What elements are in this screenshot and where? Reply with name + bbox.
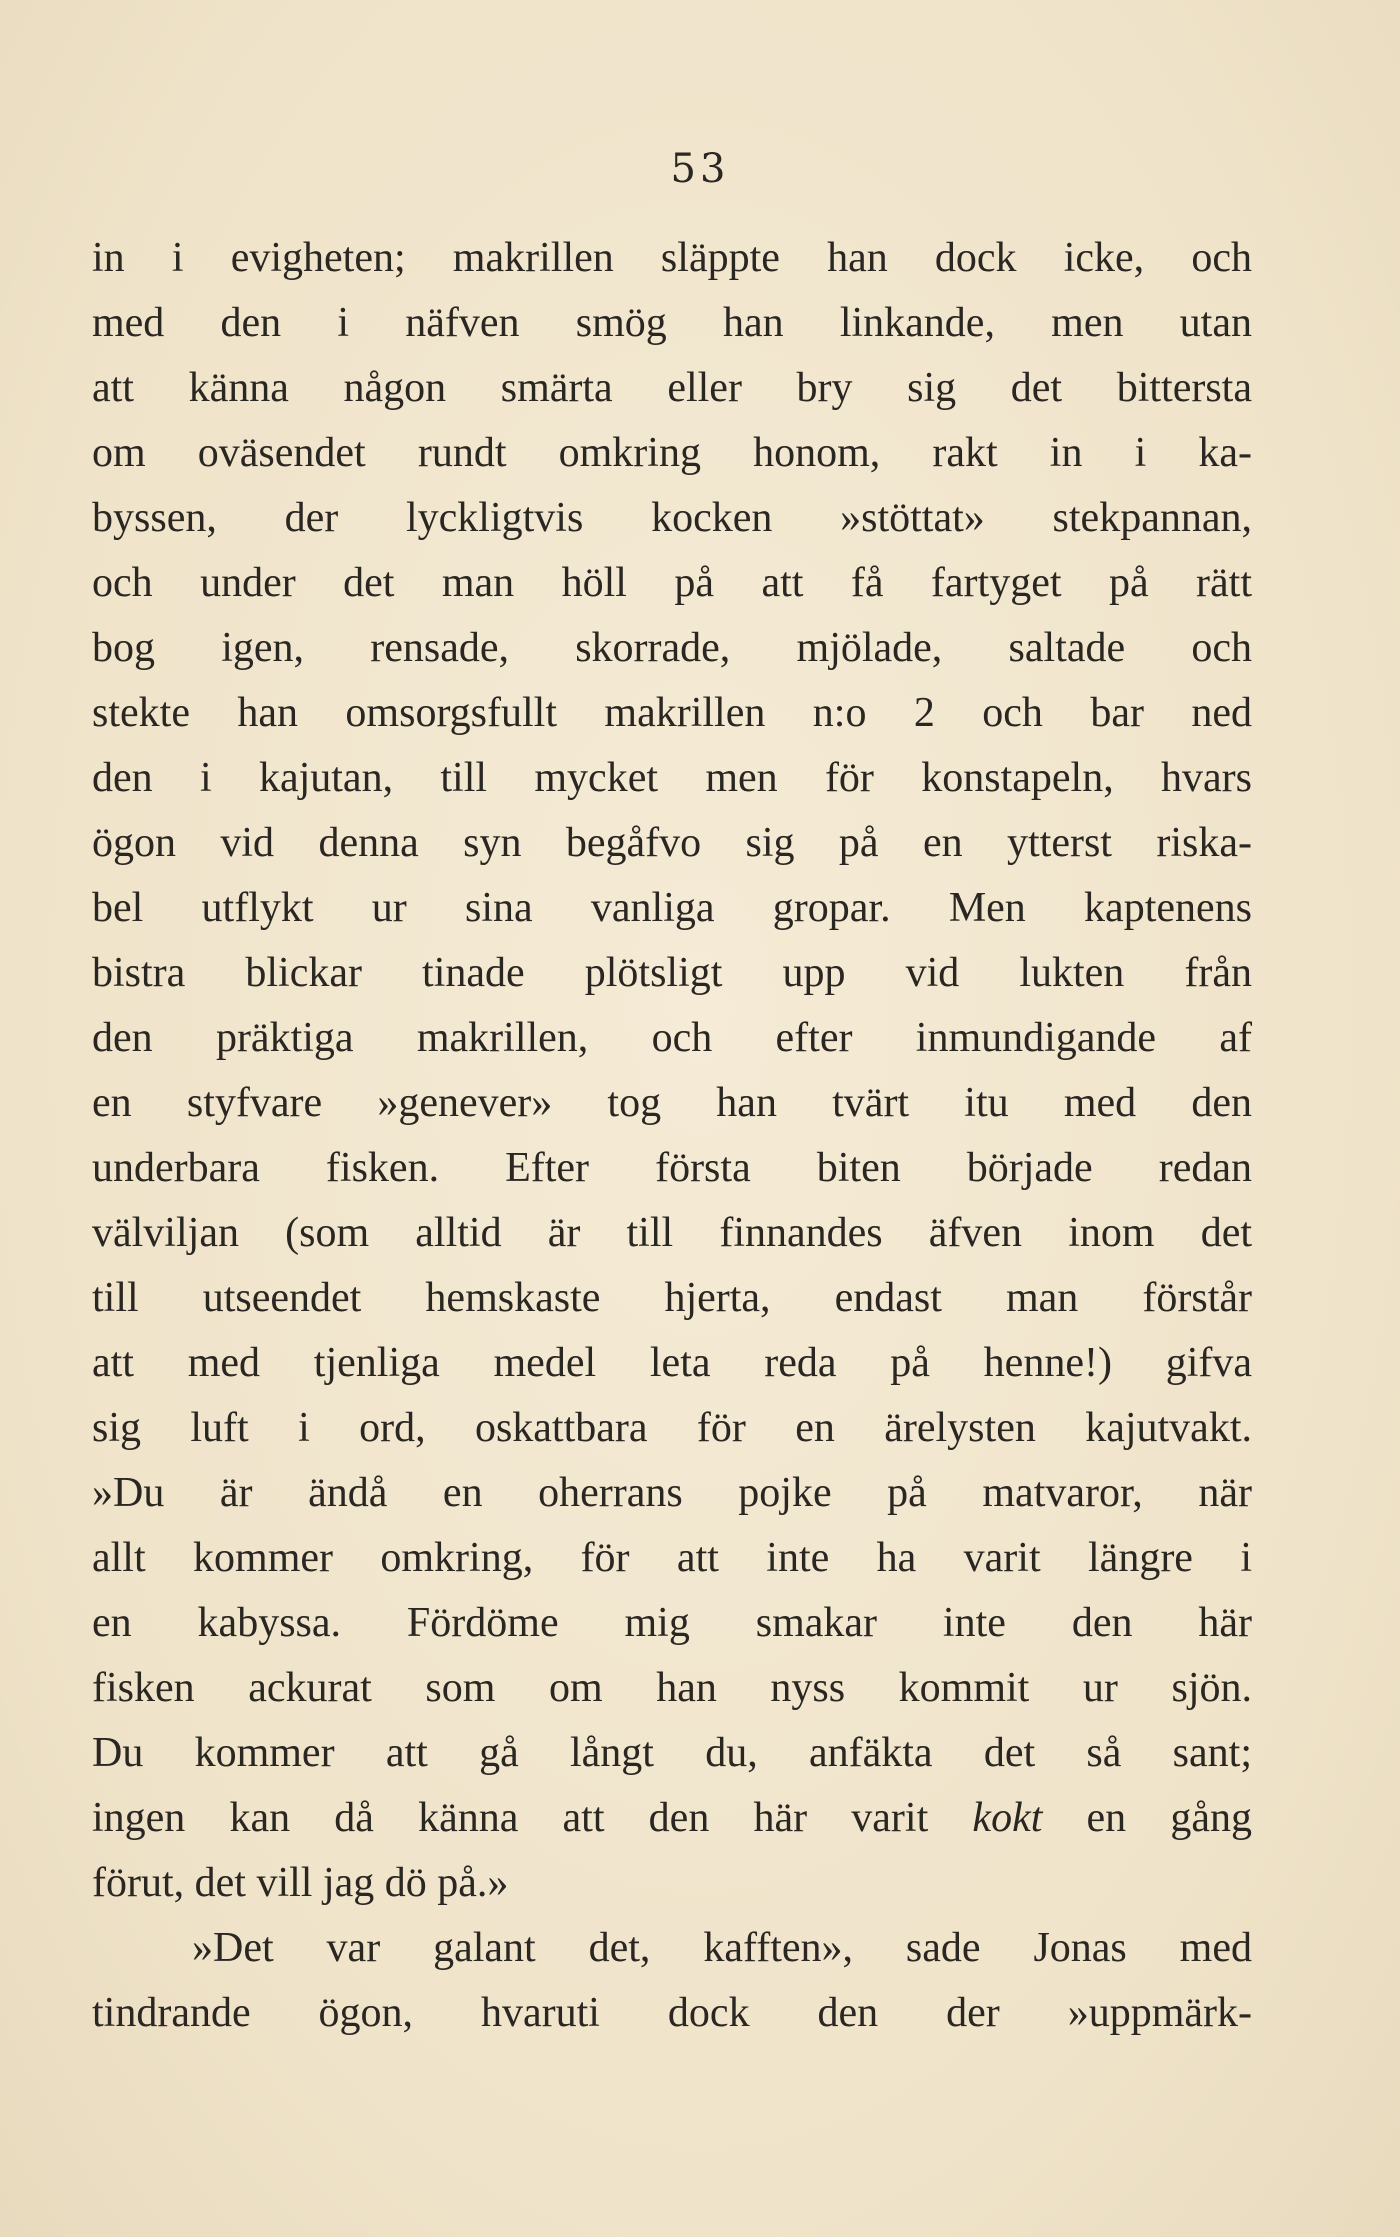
text-line: byssen, der lyckligtvis kocken »stöttat» stekpannan,: [92, 495, 1252, 541]
text-line: tindrande ögon, hvaruti dock den der »uppmärk-: [92, 1990, 1252, 2036]
text-line: en styfvare »genever» tog han tvärt itu med den: [92, 1080, 1252, 1126]
text-line: bel utflykt ur sina vanliga gropar. Men kaptenens: [92, 885, 1252, 931]
text-line: att med tjenliga medel leta reda på henne!) gifva: [92, 1340, 1252, 1386]
text-line: till utseendet hemskaste hjerta, endast man förstår: [92, 1275, 1252, 1321]
paragraph-end-line: förut, det vill jag dö på.»: [92, 1860, 509, 1906]
body-text: [92, 226, 1252, 2046]
text-line-with-italic: [92, 1786, 1252, 1851]
text-line: »Du är ändå en oherrans pojke på matvaror, när: [92, 1470, 1252, 1516]
text-line: bistra blickar tinade plötsligt upp vid lukten från: [92, 950, 1252, 996]
text-line: om oväsendet rundt omkring honom, rakt in i ka-: [92, 430, 1252, 476]
italic-line-before: ingen kan då känna att den här varit: [92, 1795, 973, 1841]
text-line: in i evigheten; makrillen släppte han dock icke, och: [92, 235, 1252, 281]
text-line: fisken ackurat som om han nyss kommit ur sjön.: [92, 1665, 1252, 1711]
italic-word: kokt: [972, 1795, 1043, 1841]
text-line: sig luft i ord, oskattbara för en ärelysten kajutvakt.: [92, 1405, 1252, 1451]
text-line: välviljan (som alltid är till finnandes äfven inom det: [92, 1210, 1252, 1256]
text-line: stekte han omsorgsfullt makrillen n:o 2 och bar ned: [92, 690, 1252, 736]
text-line: och under det man höll på att få fartyget på rätt: [92, 560, 1252, 606]
text-line: den präktiga makrillen, och efter inmundigande af: [92, 1015, 1252, 1061]
text-line: ögon vid denna syn begåfvo sig på en ytterst riska-: [92, 820, 1252, 866]
text-line-indented: »Det var galant det, kafften», sade Jonas med: [192, 1925, 1252, 1971]
text-line: underbara fisken. Efter första biten började redan: [92, 1145, 1252, 1191]
text-line: bog igen, rensade, skorrade, mjölade, saltade och: [92, 625, 1252, 671]
page-number: 53: [670, 146, 730, 192]
text-line: att känna någon smärta eller bry sig det bittersta: [92, 365, 1252, 411]
text-line: Du kommer att gå långt du, anfäkta det så sant;: [92, 1730, 1252, 1776]
italic-line-after: en gång: [1042, 1795, 1252, 1841]
text-line: en kabyssa. Fördöme mig smakar inte den här: [92, 1600, 1252, 1646]
text-line: allt kommer omkring, för att inte ha varit längre i: [92, 1535, 1252, 1581]
text-line: den i kajutan, till mycket men för konstapeln, hvars: [92, 755, 1252, 801]
text-line: med den i näfven smög han linkande, men utan: [92, 300, 1252, 346]
